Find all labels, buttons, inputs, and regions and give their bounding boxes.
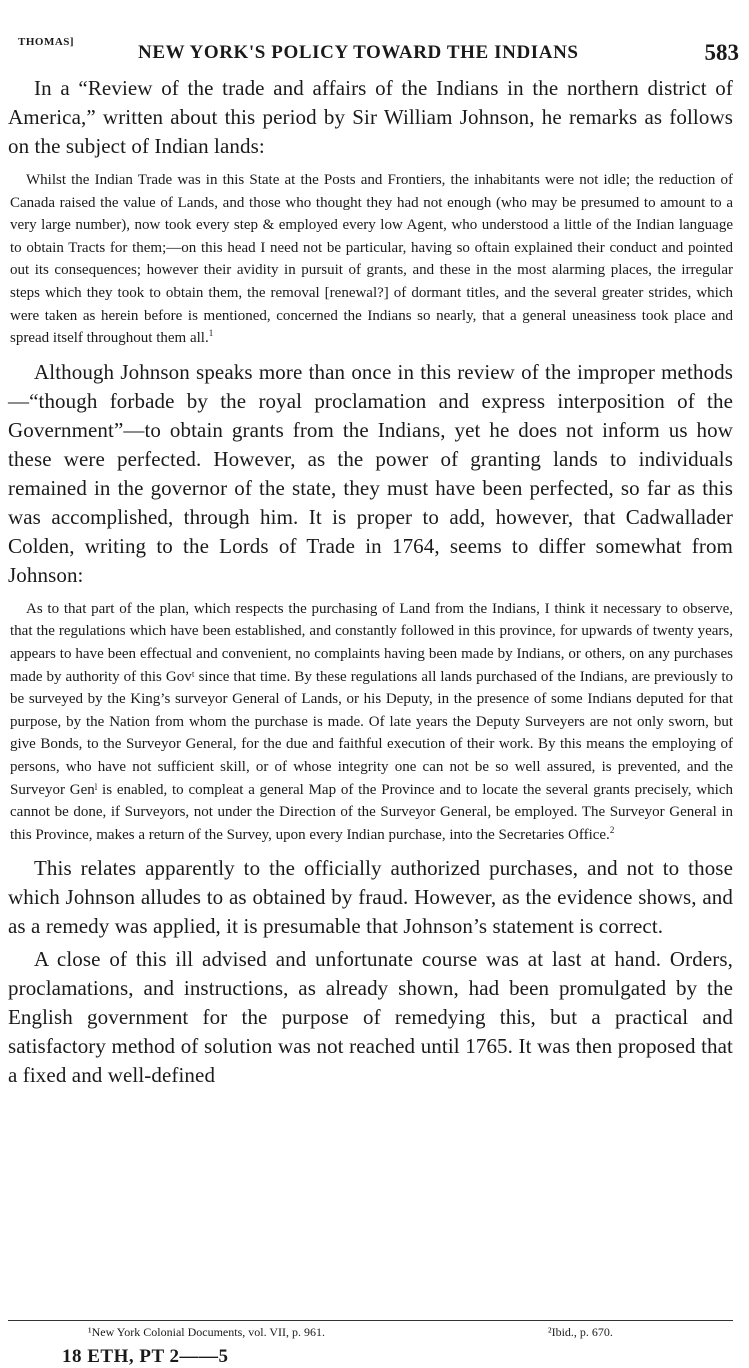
quote-johnson	[10, 169, 733, 350]
paragraph-review-intro: In a “Review of the trade and affairs of the Indians in the northern district of America,” written about this period by Sir William Johnson, he remarks as follows on the subject of Indian lands:	[8, 76, 733, 158]
footnotes	[8, 1320, 733, 1345]
page-number: 583	[704, 40, 739, 65]
footnote-2: ²Ibid., p. 670.	[548, 1325, 613, 1339]
footnote-ref-1: 1	[208, 328, 214, 339]
running-head	[8, 32, 739, 72]
paragraph-close-of-course: A close of this ill advised and unfortunate course was at last at hand. Orders, proclamations, and instructions, as already shown, had been promulgated by the English government for the purpose of remedying this, but a practical and satisfactory method of solution was not reached until 1765. It was then proposed that a fixed and well-defined	[8, 947, 733, 1088]
running-head-author: THOMAS]	[18, 36, 75, 48]
quote-colden	[10, 598, 733, 847]
page-body	[8, 74, 733, 1090]
quote-johnson-text: Whilst the Indian Trade was in this State at the Posts and Frontiers, the inhabitants were not idle; the reduction of Canada raised the value of Lands, and those who thought they had not enough (who may be presumed to amount to a very large number), now took every step & employed every low Agent, who understood a little of the Indian language to obtain Tracts for them;—on this head I need not be particular, having so oftain explained their conduct and pointed out its consequences; however their avidity in pursuit of grants, and these in the most alarming places, the irregular steps which they took to obtain them, the removal [renewal?] of dormant titles, and the several greater strides, which were taken as herein before is mentioned, concerned the Indians so nearly, that a general uneasiness took place and spread itself throughout them all.	[10, 172, 733, 347]
footnote-1: ¹New York Colonial Documents, vol. VII, p. 961.	[88, 1325, 326, 1339]
paragraph-improper-methods: Although Johnson speaks more than once in this review of the improper methods—“though forbade by the royal proclamation and express interposition of the Government”—to obtain grants from the Indians, yet he does not inform us how these were perfected. However, as the power of granting lands to individuals remained in the governor of the state, they must have been perfected, so far as this was accomplished, through him. It is proper to add, however, that Cadwallader Colden, writing to the Lords of Trade in 1764, seems to differ somewhat from Johnson:	[8, 359, 733, 587]
quote-colden-text: As to that part of the plan, which respects the purchasing of Land from the Indians, I think it necessary to observe, that the regulations which have been established, and constantly followed in this province, for upwards of twenty years, appears to have been effectual and convenient, no complaints having been made by Indians, or others, on any purchases made by authority of this Govᵗ since that time. By these regulations all lands purchased of the Indians, are previously to be surveyed by the King’s surveyor General of Lands, or his Deputy, in the presence of some Indians deputed for that purpose, by the Nation from whom the purchase is made. Of late years the Deputy Surveyers are not only sworn, but give Bonds, to the Surveyor General, for the due and faithful execution of their work. By this means the employing of persons, who have not sufficient skill, or of whose integrity one can not be so well assured, is prevented, and the Surveyor Genˡ is enabled, to compleat a general Map of the Province and to locate the several grants precisely, which cannot be done, if Surveyors, not under the Direction of the Surveyor General, be employed. The Surveyor General in this Province, makes a return of the Survey, upon every Indian purchase, into the Secretaries Office.	[10, 600, 733, 843]
signature-mark: 18 ETH, PT 2——5	[62, 1346, 229, 1367]
footnote-ref-2: 2	[609, 824, 615, 835]
running-head-title: NEW YORK'S POLICY TOWARD THE INDIANS	[138, 42, 579, 63]
paragraph-authorized-purchases: This relates apparently to the officially authorized purchases, and not to those which Johnson alludes to as obtained by fraud. However, as the evidence shows, and as a remedy was applied, it is presumable that Johnson’s statement is correct.	[8, 856, 733, 939]
